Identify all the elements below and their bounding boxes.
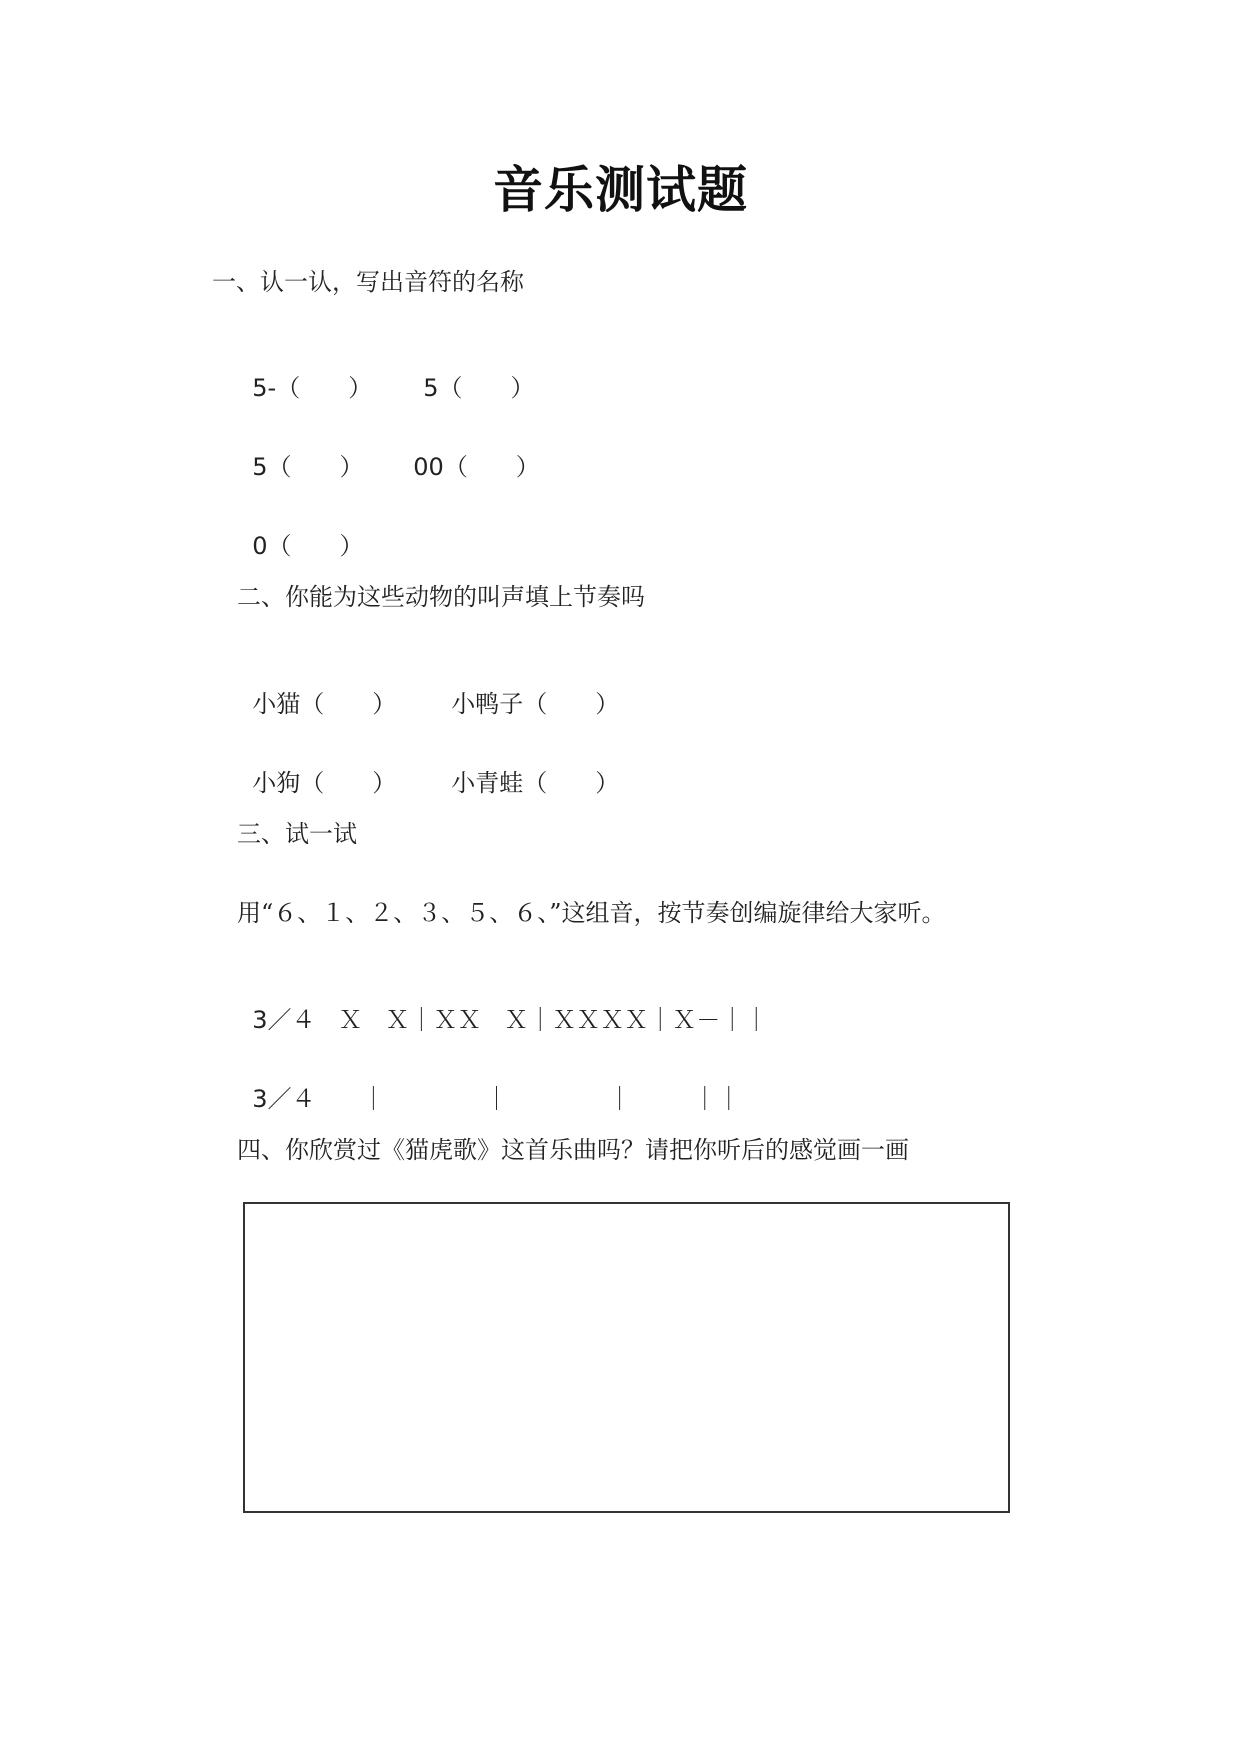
note-symbol: 5- [252, 374, 277, 402]
section1-heading: 一、认一认，写出音符的名称 [212, 268, 524, 296]
note-item-2 [408, 340, 535, 403]
answer-bars[interactable]: ｜ ｜ ｜ ｜｜ [315, 1085, 741, 1113]
note-item-5 [237, 498, 364, 561]
animal-item-frog [436, 735, 619, 798]
animal-name: 小鸭子 [451, 690, 524, 718]
answer-blank[interactable]: （ ） [438, 374, 535, 402]
meter-numerator: 3 [252, 1006, 268, 1034]
animal-name: 小青蛙 [451, 769, 524, 797]
note-item-4 [398, 419, 540, 482]
animal-name: 小猫 [252, 690, 301, 718]
answer-blank[interactable]: （ ） [276, 374, 373, 402]
rhythm-line [237, 972, 768, 1035]
animal-name: 小狗 [252, 769, 301, 797]
animal-item-cat [237, 656, 396, 719]
note-symbol: 5 [252, 453, 268, 481]
answer-blank[interactable]: （ ） [443, 453, 540, 481]
answer-blank[interactable]: （ ） [523, 769, 620, 797]
rhythm-pattern: Ｘ Ｘ｜ＸＸ Ｘ｜ＸＸＸＸ｜Ｘ－｜｜ [315, 1006, 769, 1034]
answer-blank[interactable]: （ ） [300, 690, 397, 718]
page-title: 音乐测试题 [493, 160, 748, 219]
section2-heading: 二、你能为这些动物的叫声填上节奏吗 [237, 583, 645, 611]
note-item-3 [237, 419, 364, 482]
answer-blank[interactable]: （ ） [300, 769, 397, 797]
drawing-box[interactable] [243, 1202, 1010, 1513]
section4-heading: 四、你欣赏过《猫虎歌》这首乐曲吗？请把你听后的感觉画一画 [237, 1136, 909, 1164]
answer-blank[interactable]: （ ） [523, 690, 620, 718]
note-item-1 [237, 340, 372, 403]
animal-item-dog [237, 735, 396, 798]
note-symbol: 5 [423, 374, 439, 402]
animal-item-duck [436, 656, 619, 719]
section3-heading: 三、试一试 [237, 820, 357, 848]
answer-blank[interactable]: （ ） [267, 453, 364, 481]
meter-numerator: 3 [252, 1085, 268, 1113]
answer-blank[interactable]: （ ） [267, 532, 364, 560]
section3-instruction: 用“６、１、２、３、５、６、”这组音，按节奏创编旋律给大家听。 [237, 899, 946, 927]
answer-rhythm-line [237, 1051, 741, 1114]
meter-denominator: ／４ [267, 1006, 316, 1034]
note-symbol: 0 [252, 532, 268, 560]
note-symbol: 00 [413, 453, 444, 481]
meter-denominator: ／４ [267, 1085, 316, 1113]
